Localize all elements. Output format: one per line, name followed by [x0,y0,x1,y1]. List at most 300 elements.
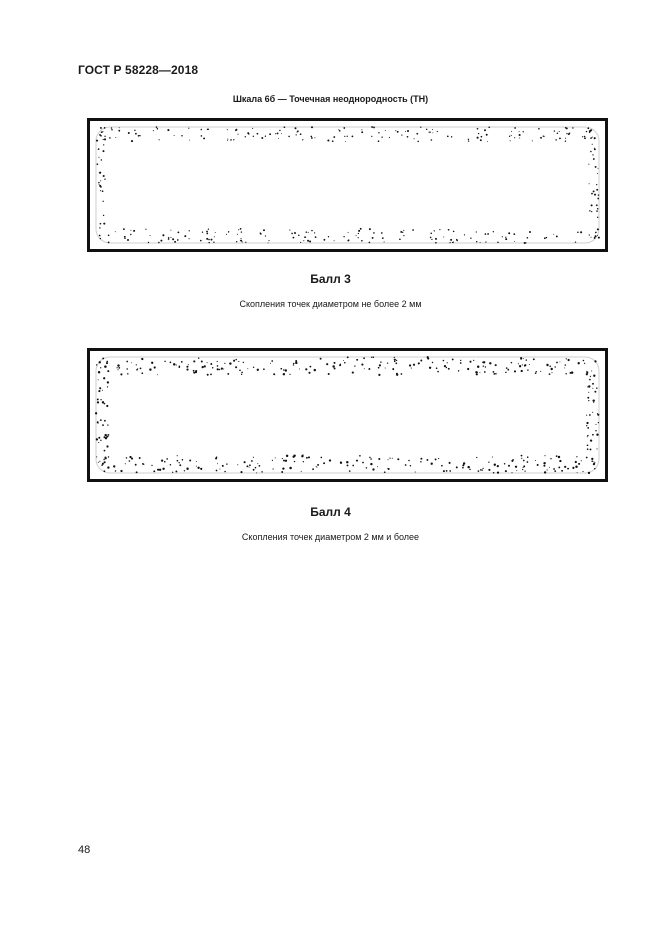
speckle-dot [508,369,509,370]
speckle-dot [181,135,183,137]
grade-description-3: Скопления точек диаметром не более 2 мм [239,299,422,309]
speckle-dot [249,464,251,466]
speckle-dot [97,163,99,165]
speckle-dot [141,358,143,360]
speckle-dot [477,137,479,139]
speckle-dot [510,140,511,141]
speckle-dot [381,232,383,234]
speckle-dot [593,402,594,403]
speckle-dot [587,448,589,450]
speckle-dot [109,137,111,139]
speckle-dot [596,387,598,389]
speckle-dot [434,230,435,231]
speckle-dot [596,210,598,212]
speckle-dot [120,373,122,375]
speckle-dot [177,239,179,241]
speckle-dot [301,471,302,472]
speckle-dot [104,365,107,368]
speckle-dot [270,363,271,364]
speckle-dot [103,144,104,145]
speckle-dot [485,366,486,367]
speckle-dot [172,472,173,473]
speckle-dot [592,399,594,401]
speckle-dot [559,460,561,462]
speckle-dot [333,362,335,364]
speckle-dot [159,469,161,471]
speckle-dot [240,240,241,241]
speckle-dot [286,455,288,457]
speckle-dot [514,127,516,129]
speckle-dot [213,242,214,243]
speckle-dot [358,230,360,232]
speckle-dot [104,139,106,141]
speckle-dot [149,368,151,370]
speckle-dot [107,434,109,436]
speckle-dot [99,387,101,389]
speckle-dot [476,371,478,373]
speckle-dot [119,127,120,128]
speckle-dot [339,130,341,132]
speckle-dot [595,430,596,431]
speckle-dot [124,236,126,238]
speckle-dot [558,466,560,468]
speckle-dot [201,361,203,363]
speckle-dot [275,457,276,458]
speckle-dot [540,137,542,139]
speckle-dot [556,362,558,364]
speckle-dot [145,229,146,230]
speckle-dot [248,133,249,134]
speckle-dot [311,230,312,231]
speckle-dot [527,369,528,370]
speckle-dot [518,363,519,364]
speckle-dot [586,371,587,372]
speckle-dot [128,132,130,134]
speckle-dot [96,456,97,457]
speckle-dot [239,369,241,371]
speckle-dot [275,133,276,134]
speckle-dot [412,229,414,231]
speckle-dot [265,235,266,236]
speckle-dot [566,133,567,134]
speckle-dot [565,140,566,141]
speckle-dot [362,462,364,464]
inner-frame [96,127,599,243]
speckle-dot [305,237,306,238]
speckle-dot [288,136,290,138]
speckle-dot [589,414,591,416]
speckle-dot [314,137,315,138]
speckle-dot [470,237,471,238]
speckle-dot [293,364,294,365]
speckle-dot [125,463,126,464]
speckle-dot [98,437,100,439]
speckle-dot [400,231,402,233]
speckle-dot [233,360,235,362]
speckle-dot [544,471,546,473]
speckle-dot [271,360,273,362]
speckle-dot [344,136,345,137]
speckle-dot [482,469,483,470]
speckle-dot [529,231,531,233]
speckle-dot [212,367,214,369]
speckle-dot [572,467,574,469]
speckle-dot [343,360,344,361]
speckle-dot [154,366,156,368]
speckle-dot [430,233,432,235]
speckle-dot [578,362,580,364]
speckle-dot [151,362,153,364]
speckle-dot [208,239,210,241]
speckle-dot [265,135,266,136]
speckle-dot [354,365,355,366]
speckle-dot [588,164,589,165]
document-code: ГОСТ Р 58228—2018 [78,63,199,77]
speckle-dot [456,466,458,468]
speckle-dot [295,362,297,364]
speckle-dot [431,463,433,465]
speckle-dot [217,361,218,362]
speckle-dot [118,130,120,132]
speckle-dot [157,128,159,130]
speckle-dot [235,359,237,361]
speckle-dot [401,135,402,136]
speckle-dot [591,458,593,460]
speckle-dot [488,126,490,128]
speckle-dot [372,237,374,239]
speckle-dot [557,132,559,134]
speckle-dot [219,369,220,370]
speckle-dot [228,231,229,232]
speckle-dot [151,465,152,466]
speckle-dot [410,465,411,466]
speckle-dot [426,459,428,461]
speckle-dot [509,136,510,137]
speckle-dot [174,135,175,136]
speckle-dot [463,462,465,464]
speckle-dot [241,374,242,375]
speckle-dot [208,242,209,243]
speckle-dot [435,238,437,240]
speckle-dot [273,373,275,375]
speckle-dot [273,468,274,469]
inner-frame [96,357,599,473]
speckle-dot [554,130,555,131]
speckle-dot [480,242,481,243]
speckle-dot [320,358,322,360]
scale-caption: Шкала 6б — Точечная неоднородность (ТН) [232,94,429,104]
speckle-dot [523,467,524,468]
speckle-dot [592,388,593,389]
speckle-dot [253,367,254,368]
speckle-dot [104,127,106,129]
speckle-dot [348,232,349,233]
speckle-dot [356,235,357,236]
speckle-dot [523,358,524,359]
speckle-dot [344,362,346,364]
speckle-dot [189,238,190,239]
speckle-dot [378,367,380,369]
speckle-dot [100,238,101,239]
speckle-dot [101,159,102,160]
speckle-dot [283,460,285,462]
speckle-dot [358,233,359,234]
speckle-dot [593,461,594,462]
speckle-dot [469,469,471,471]
speckle-dot [492,456,493,457]
speckle-dot [521,370,523,372]
speckle-dot [382,237,384,239]
speckle-dot [126,361,128,363]
speckle-dot [575,465,577,467]
speckle-dot [399,238,401,240]
speckle-dot [543,462,545,464]
speckle-dot [283,369,284,370]
speckle-dot [226,463,227,464]
speckle-dot [385,368,386,369]
speckle-dot [138,135,140,137]
speckle-dot [582,136,583,137]
speckle-dot [586,422,588,424]
speckle-dot [361,240,363,242]
speckle-dot [527,237,529,239]
speckle-dot [370,463,372,465]
speckle-dot [476,241,477,242]
speckle-dot [524,242,526,244]
speckle-dot [107,370,109,372]
speckle-dot [598,422,599,423]
speckle-dot [129,460,131,462]
speckle-dot [340,364,341,365]
speckle-dot [103,175,105,177]
speckle-dot [378,458,380,460]
speckle-dot [309,241,311,243]
speckle-dot [327,139,329,141]
speckle-dot [402,232,403,233]
speckle-dot [223,369,224,370]
speckle-dot [476,457,477,458]
speckle-dot [207,362,208,363]
speckle-dot [593,190,595,192]
speckle-dot [559,131,560,132]
speckle-dot [372,468,374,470]
speckle-dot [452,242,453,243]
speckle-dot [294,232,296,234]
speckle-dot [261,137,263,139]
speckle-dot [569,132,570,133]
speckle-dot [420,127,421,128]
speckle-dot [533,358,535,360]
speckle-dot [285,460,287,462]
speckle-dot [524,470,525,471]
speckle-dot [389,137,390,138]
speckle-dot [297,130,299,132]
speckle-dot [591,193,593,195]
speckle-dot [366,467,367,468]
speckle-dot [293,363,295,365]
speckle-dot [487,141,488,142]
speckle-dot [408,460,410,462]
speckle-dot [253,469,255,471]
speckle-dot [99,185,101,187]
speckle-dot [558,456,560,458]
speckle-dot [458,370,459,371]
speckle-dot [449,462,451,464]
speckle-dot [257,133,259,135]
speckle-dot [420,360,422,362]
speckle-dot [315,236,317,238]
speckle-dot [333,136,335,138]
speckle-dot [439,229,440,230]
speckle-dot [243,362,244,363]
speckle-dot [598,168,599,169]
speckle-dot [156,126,158,128]
speckle-dot [377,466,378,467]
speckle-dot [538,464,539,465]
speckle-dot [591,370,592,371]
speckle-dot [519,365,521,367]
speckle-dot [215,232,216,233]
speckle-dot [108,234,110,236]
speckle-dot [217,368,219,370]
speckle-dot [96,438,98,440]
speckle-dot [588,400,589,401]
speckle-dot [311,137,313,139]
speckle-dot [130,230,131,231]
speckle-dot [104,178,105,179]
speckle-dot [597,198,599,200]
speckle-dot [255,467,257,469]
speckle-dot [597,235,598,236]
speckle-dot [233,139,234,140]
speckle-dot [484,129,486,131]
speckle-dot [483,365,484,366]
speckle-dot [118,367,120,369]
speckle-dot [302,139,303,140]
speckle-dot [182,459,184,461]
speckle-dot [581,460,582,461]
speckle-dot [477,128,479,130]
speckle-dot [150,235,151,236]
speckle-dot [148,242,149,243]
speckle-dot [420,458,422,460]
speckle-dot [358,237,359,238]
speckle-dot [589,183,590,184]
speckle-dot [222,465,224,467]
speckle-dot [546,364,548,366]
speckle-dot [153,130,154,131]
speckle-dot [598,237,600,239]
speckle-dot [595,232,596,233]
speckle-dot [179,462,180,463]
speckle-dot [443,237,444,238]
speckle-dot [131,140,133,142]
speckle-dot [229,362,231,364]
speckle-dot [432,362,433,363]
speckle-dot [495,373,497,375]
speckle-dot [136,471,138,473]
speckle-dot [303,240,304,241]
speckle-dot [591,211,592,212]
speckle-dot [426,129,427,130]
speckle-dot [107,381,109,383]
speckle-dot [473,360,474,361]
speckle-dot [216,470,218,472]
speckle-dot [589,210,590,211]
speckle-dot [592,154,593,155]
speckle-dot [174,241,176,243]
speckle-dot [512,459,514,461]
speckle-dot [567,359,569,361]
speckle-dot [106,361,108,363]
speckle-dot [227,139,228,140]
speckle-dot [565,373,567,375]
speckle-dot [100,223,102,225]
speckle-dot [170,362,172,364]
speckle-dot [282,458,283,459]
speckle-dot [395,362,397,364]
speckle-dot [457,240,458,241]
speckle-dot [535,372,537,374]
speckle-dot [175,470,177,472]
speckle-dot [202,366,204,368]
speckle-dot [591,137,592,138]
speckle-dot [443,360,445,362]
speckle-dot [340,462,342,464]
speckle-dot [550,458,551,459]
speckle-dot [295,127,297,129]
speckle-dot [104,461,106,463]
speckle-dot [590,448,592,450]
speckle-dot [177,455,178,456]
speckle-dot [587,427,589,429]
speckle-dot [281,471,283,473]
speckle-dot [397,131,399,133]
speckle-dot [431,139,433,141]
speckle-dot [201,129,203,131]
speckle-dot [590,376,591,377]
speckle-dot [493,371,495,373]
speckle-dot [249,467,250,468]
speckle-dot [529,364,530,365]
speckle-dot [447,135,449,137]
speckle-dot [361,129,362,130]
speckle-dot [195,370,197,372]
speckle-dot [291,233,293,235]
speckle-dot [164,361,165,362]
speckle-dot [388,468,390,470]
speckle-dot [575,241,576,242]
speckle-dot [521,455,523,457]
speckle-dot [493,231,494,232]
speckle-dot [106,362,108,364]
speckle-dot [511,131,512,132]
speckle-dot [305,368,307,370]
speckle-dot [497,465,499,467]
speckle-dot [487,233,489,235]
speckle-dot [100,399,101,400]
speckle-dot [360,228,362,230]
speckle-dot [392,368,394,370]
speckle-dot [373,126,375,128]
speckle-dot [513,233,515,235]
speckle-dot [124,238,125,239]
speckle-dot [237,134,238,135]
speckle-dot [98,379,99,380]
speckle-dot [252,128,253,129]
speckle-dot [347,136,348,137]
speckle-dot [217,463,218,464]
